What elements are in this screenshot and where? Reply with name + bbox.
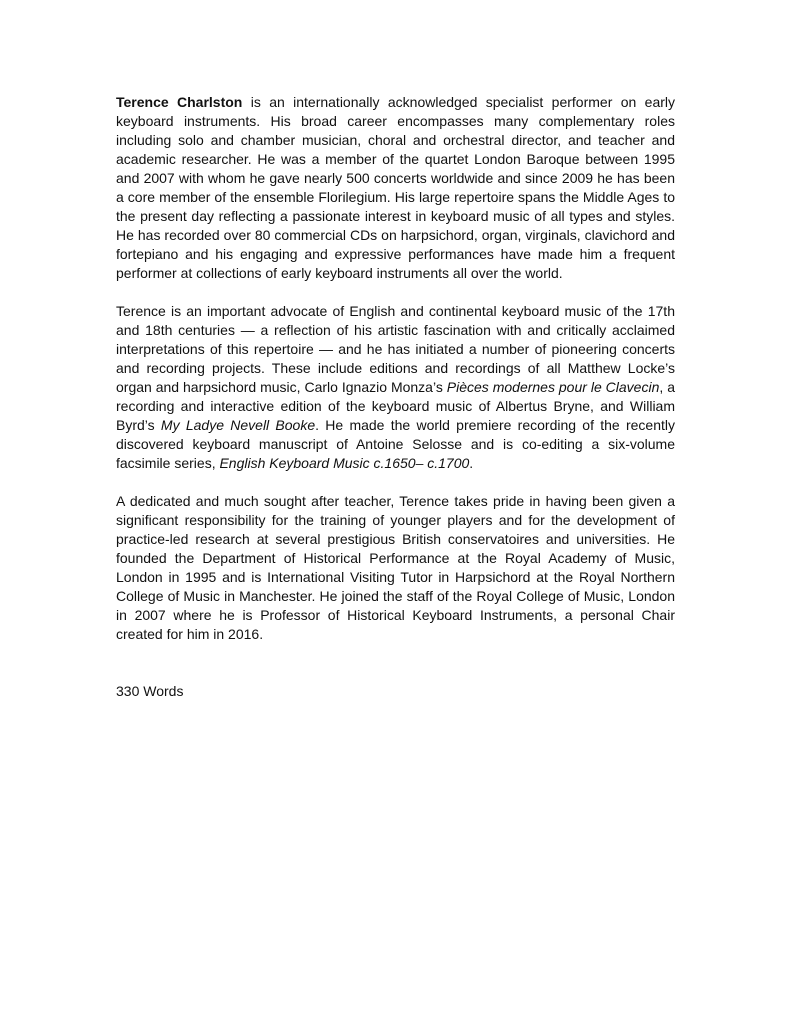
artist-name: Terence Charlston [116, 94, 243, 110]
title-my-ladye-nevell-booke: My Ladye Nevell Booke [160, 417, 316, 433]
paragraph-repertoire-text-2: , a recording and interactive edition of the keyboard music of Albertus Bryne, and William Byrd’s [116, 379, 675, 433]
biography-text [116, 93, 675, 701]
title-english-keyboard-music: English Keyboard Music c.1650– c.1700 [219, 455, 470, 471]
title-pieces-modernes: Pièces modernes pour le Clavecin [446, 379, 660, 395]
paragraph-repertoire [116, 302, 675, 473]
word-count: 330 Words [116, 683, 184, 699]
paragraph-repertoire-text-4: . [469, 455, 474, 471]
paragraph-teaching [116, 492, 675, 644]
paragraph-career [116, 93, 675, 283]
paragraph-repertoire-text-3: . He made the world premiere recording of the recently discovered keyboard manuscript of Antoine Selosse and is co-editing a six-volume facsimile series, [116, 417, 675, 471]
paragraph-teaching-text: A dedicated and much sought after teacher, Terence takes pride in having been given a significant responsibility for the training of younger players and for the development of practice-led research at several prestigious British conservatoires and universities. He founded the Department of Historical Performance at the Royal Academy of Music, London in 1995 and is International Visiting Tutor in Harpsichord at the Royal Northern College of Music in Manchester. He joined the staff of the Royal College of Music, London in 2007 where he is Professor of Historical Keyboard Instruments, a personal Chair created for him in 2016. [116, 493, 675, 642]
paragraph-repertoire-text-1: Terence is an important advocate of English and continental keyboard music of the 17th and 18th centuries — a reflection of his artistic fascination with and critically acclaimed interpretations of this repertoire — and he has initiated a number of pioneering concerts and recording projects. These include editions and recordings of all Matthew Locke’s organ and harpsichord music, Carlo Ignazio Monza’s [116, 303, 675, 395]
paragraph-career-text: is an internationally acknowledged specialist performer on early keyboard instruments. His broad career encompasses many complementary roles including solo and chamber musician, choral and orchestral director, and teacher and academic researcher. He was a member of the quartet London Baroque between 1995 and 2007 with whom he gave nearly 500 concerts worldwide and since 2009 he has been a core member of the ensemble Florilegium. His large repertoire spans the Middle Ages to the present day reflecting a passionate interest in keyboard music of all types and styles. He has recorded over 80 commercial CDs on harpsichord, organ, virginals, clavichord and fortepiano and his engaging and expressive performances have made him a frequent performer at collections of early keyboard instruments all over the world. [116, 94, 675, 281]
